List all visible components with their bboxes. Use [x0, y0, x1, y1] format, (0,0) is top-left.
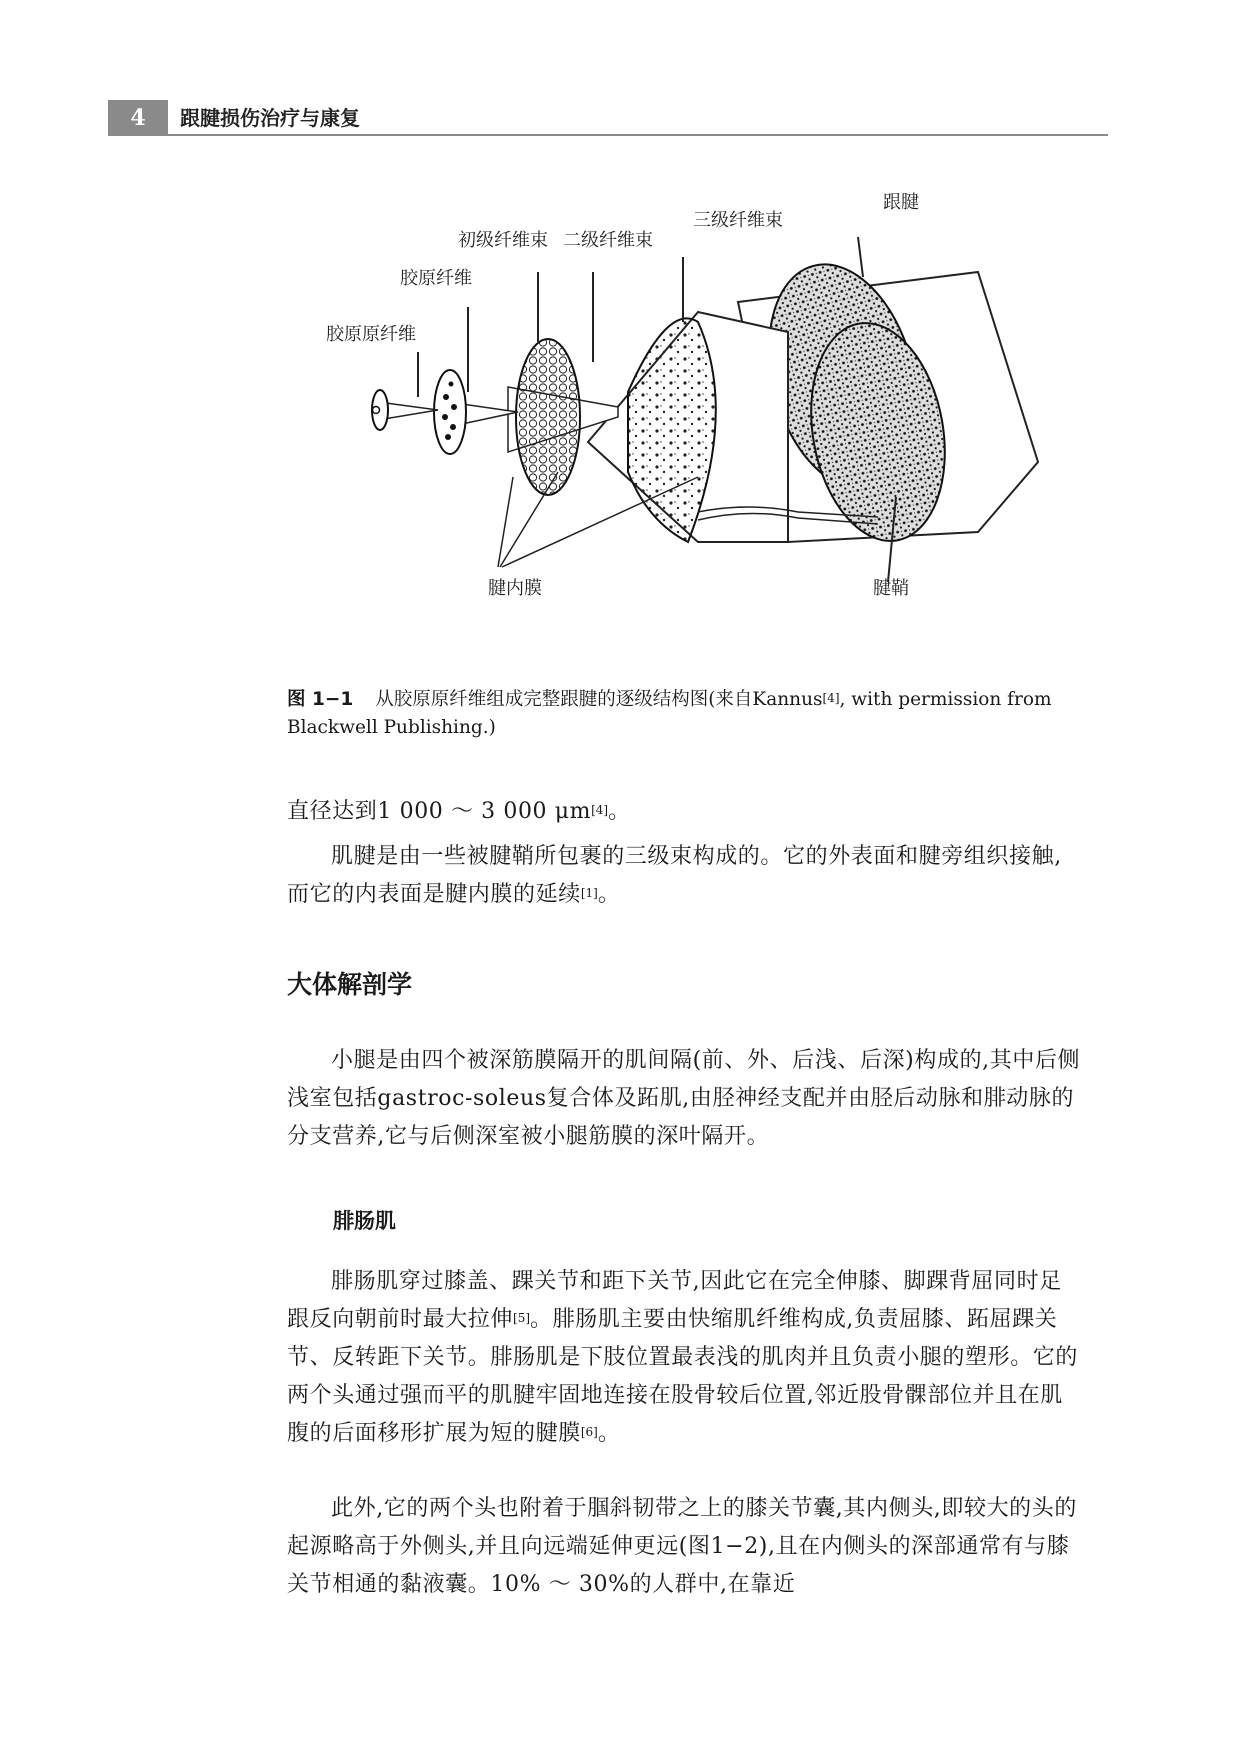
running-title: 跟腱损伤治疗与康复 — [180, 106, 360, 130]
figure-caption — [287, 686, 1079, 742]
label-collagen-fiber: 胶原纤维 — [400, 268, 472, 289]
caption-text-a: 从胶原原纤维组成完整跟腱的逐级结构图(来自Kannus — [375, 689, 823, 710]
tendon-hierarchy-diagram — [318, 192, 1056, 670]
secondary-bundle-face — [516, 339, 580, 495]
paragraph-3: 小腿是由四个被深筋膜隔开的肌间隔(前、外、后浅、后深)构成的,其中后侧浅室包括gastroc-soleus复合体及跖肌,由胫神经支配并由胫后动脉和腓动脉的分支营养,它与后侧深室被小腿筋膜的深叶隔开。 — [287, 1048, 1081, 1149]
label-primary-bundle: 初级纤维束 — [458, 230, 548, 251]
paragraph-2: 肌腱是由一些被腱鞘所包裹的三级束构成的。它的外表面和腱旁组织接触,而它的内表面是腱内膜的延续[1]。 — [287, 844, 1062, 907]
page-number: 4 — [108, 100, 168, 136]
caption-ref: [4] — [822, 691, 840, 705]
label-endotenon: 腱内膜 — [488, 578, 542, 599]
header-rule — [108, 134, 1108, 136]
label-achilles-tendon: 跟腱 — [883, 192, 919, 213]
figure-number: 图 1−1 — [287, 689, 354, 710]
label-collagen-fibril: 胶原原纤维 — [326, 324, 416, 345]
figure-1-1 — [318, 192, 1056, 670]
label-tertiary-bundle: 三级纤维束 — [693, 210, 783, 231]
section-heading-gross-anatomy: 大体解剖学 — [287, 970, 413, 999]
label-epitenon: 腱鞘 — [873, 578, 909, 599]
paragraph-4: 腓肠肌穿过膝盖、踝关节和距下关节,因此它在完全伸膝、脚踝背屈同时足跟反向朝前时最大拉伸[5]。腓肠肌主要由快缩肌纤维构成,负责屈膝、跖屈踝关节、反转距下关节。腓肠肌是下肢位置最表浅的肌肉并且负责小腿的塑形。它的两个头通过强而平的肌腱牢固地连接在股骨较后位置,邻近股骨髁部位并且在肌腹的后面移形扩展为短的腱膜[6]。 — [287, 1269, 1079, 1446]
paragraph-1: 直径达到1 000 ～ 3 000 μm[4]。 — [287, 799, 631, 824]
paragraph-5: 此外,它的两个头也附着于腘斜韧带之上的膝关节囊,其内侧头,即较大的头的起源略高于外侧头,并且向远端延伸更远(图1−2),且在内侧头的深部通常有与膝关节相通的黏液囊。10% ～ 30%的人群中,在靠近 — [287, 1496, 1077, 1597]
label-secondary-bundle: 二级纤维束 — [563, 230, 653, 251]
subsection-heading-gastrocnemius: 腓肠肌 — [333, 1209, 396, 1233]
caption-text-b: , with permission from Blackwell Publishing.) — [287, 689, 1052, 738]
running-header — [108, 100, 1108, 136]
